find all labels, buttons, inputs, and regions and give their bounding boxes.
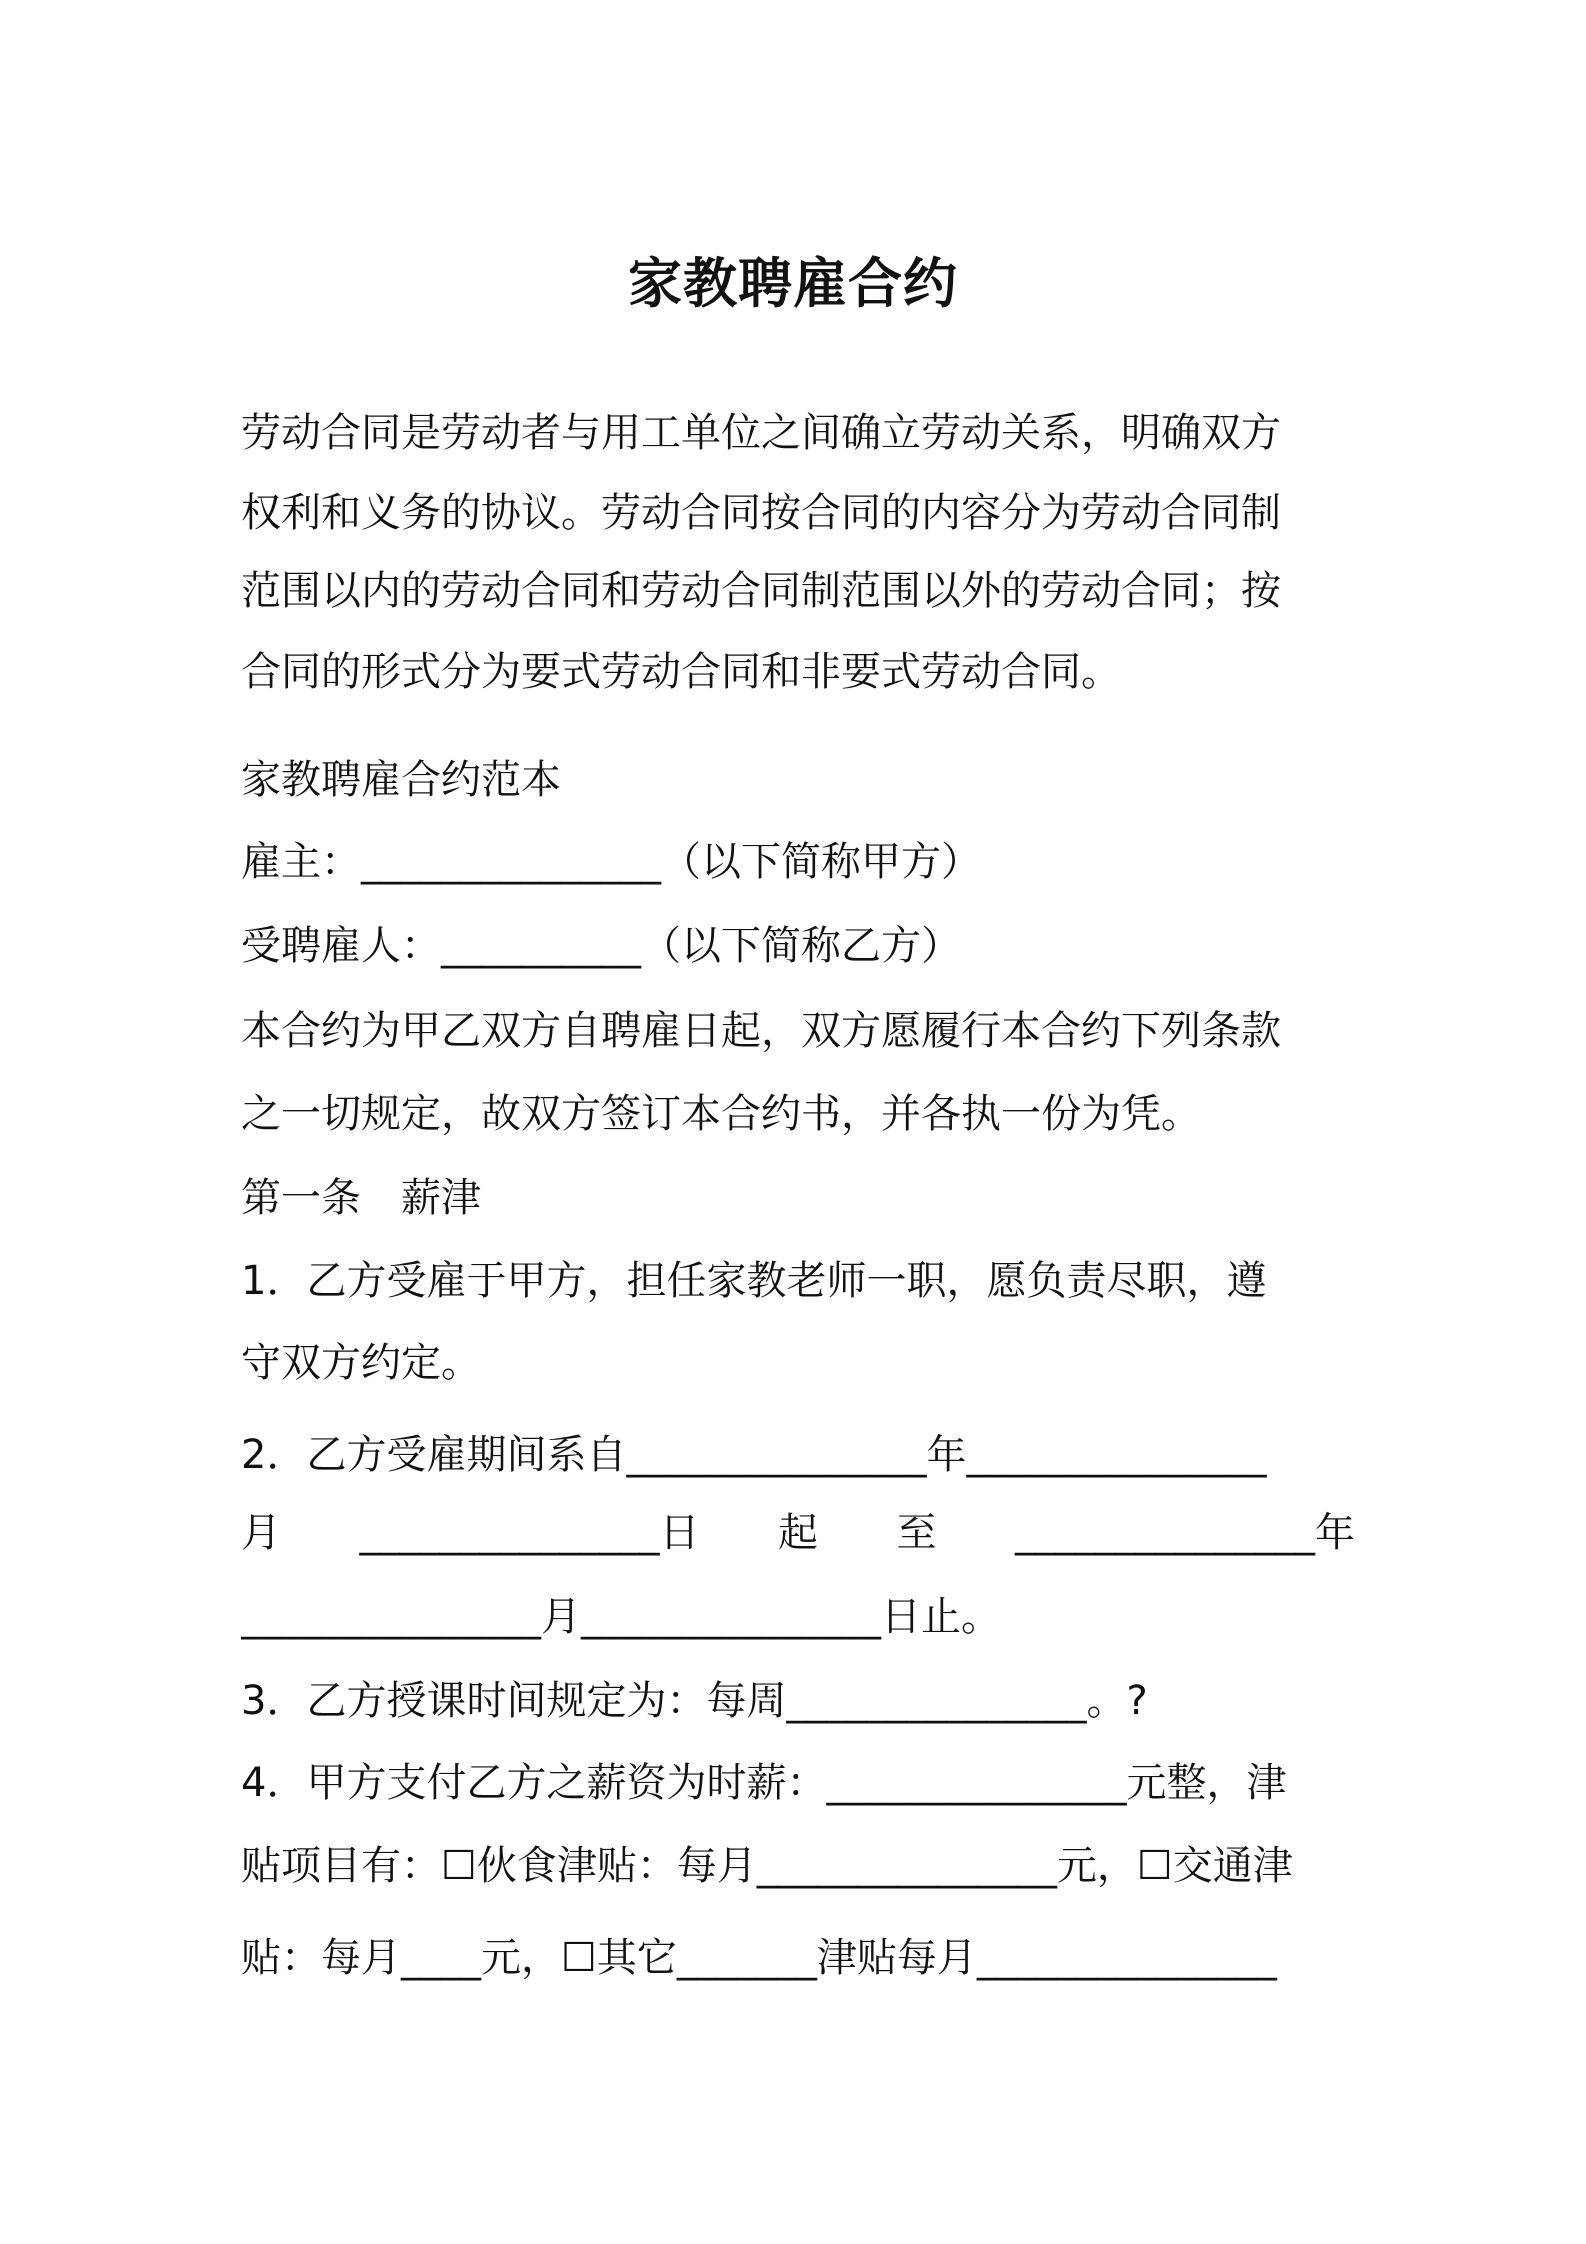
preamble-line-2: 之一切规定，故双方签订本合约书，并各执一份为凭。 [241,1091,1201,1137]
employee-field: 受聘雇人：__________（以下简称乙方） [241,923,961,969]
intro-line-2: 权利和义务的协议。劳动合同按合同的内容分为劳动合同制 [241,490,1281,536]
item-1-line-2: 守双方约定。 [241,1340,481,1386]
item-4-line-2: 贴项目有：☐伙食津贴：每月_______________元，☐交通津 [241,1843,1293,1889]
intro-line-1 [241,405,1355,461]
item-3: 3．乙方授课时间规定为：每周_______________。? [241,1678,1148,1724]
item-4-line-3: 贴：每月____元，☐其它_______津贴每月_______________ [241,1935,1277,1981]
employer-field: 雇主：_______________（以下简称甲方） [241,839,981,885]
preamble-line-1: 本合约为甲乙双方自聘雇日起，双方愿履行本合约下列条款 [241,1008,1281,1054]
item-2-year-blank: _______________年 [1015,1510,1355,1556]
intro-line-3: 范围以内的劳动合同和劳动合同制范围以外的劳动合同；按 [241,568,1281,614]
intro-text-1: 劳动合同是劳动者与用工单位之间确立劳动关系，明确双方 [241,410,1281,456]
item-2-line-3: _______________月_______________日止。 [241,1594,1001,1640]
item-2-line-1: 2．乙方受雇期间系自_______________年_______________ [241,1432,1267,1478]
document-title: 家教聘雇合约 [628,252,958,315]
item-1-line-1: 1．乙方受雇于甲方，担任家教老师一职，愿负责尽职，遵 [241,1258,1267,1304]
document-subtitle: 家教聘雇合约范本 [241,757,561,803]
item-2-line-2 [241,1505,1355,1561]
article-1-heading: 第一条 薪津 [241,1175,481,1221]
item-2-to-label: 至 [896,1510,937,1556]
intro-line-4: 合同的形式分为要式劳动合同和非要式劳动合同。 [241,649,1121,695]
item-4-line-1: 4．甲方支付乙方之薪资为时薪：_______________元整，津 [241,1760,1287,1806]
item-2-month-label: 月 [241,1510,281,1556]
item-2-day-blank: _______________日 [359,1510,700,1556]
item-2-from-label: 起 [778,1510,818,1556]
